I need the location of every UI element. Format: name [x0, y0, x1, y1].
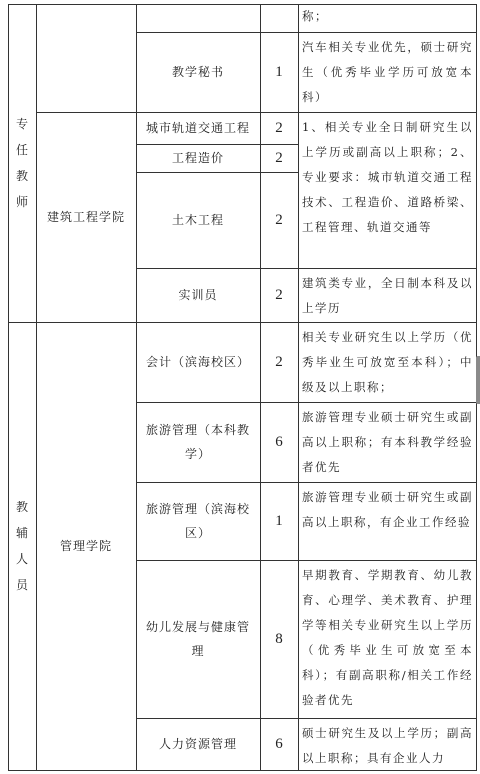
requirement-text: 相关专业研究生以上学历（优秀毕业生可放宽至本科）；中级及以上职称； — [302, 330, 473, 394]
position-count: 2 — [275, 212, 283, 228]
position-cell — [136, 322, 260, 402]
position-name: 土木工程 — [171, 213, 224, 227]
position-count: 6 — [275, 434, 283, 450]
position-cell — [136, 560, 260, 718]
requirement-text: 称； — [302, 9, 328, 23]
grid-line — [136, 4, 137, 770]
group-jiaofu — [8, 322, 36, 770]
requirement-cell — [298, 32, 476, 112]
requirement-text: 早期教育、学期教育、幼儿教育、心理学、美术教育、护理学等相关专业研究生以上学历（优秀毕业生可放宽至本科）；有副高职称/相关工作经验者优先 — [302, 568, 473, 707]
position-name: 实训员 — [178, 288, 218, 302]
grid-line — [136, 402, 477, 403]
college-guanli — [36, 322, 136, 770]
requirement-text: 旅游管理专业硕士研究生或副高以上职称；有本科教学经验者优先 — [302, 410, 473, 474]
grid-line — [136, 560, 477, 561]
count-cell — [260, 144, 298, 172]
count-cell — [260, 32, 298, 112]
side-scroll-tab[interactable] — [476, 356, 480, 404]
position-name: 城市轨道交通工程 — [145, 121, 250, 135]
grid-line — [8, 770, 477, 771]
college-jianzhu-text: 建筑工程学院 — [46, 210, 125, 224]
position-count: 2 — [275, 150, 283, 166]
requirement-cell — [298, 402, 476, 482]
position-count: 2 — [275, 287, 283, 303]
position-cell — [136, 482, 260, 560]
position-count: 1 — [275, 64, 283, 80]
grid-line — [36, 4, 37, 770]
requirement-text: 建筑类专业，全日制本科及以上学历 — [302, 276, 473, 315]
grid-line — [36, 112, 477, 113]
position-cell — [136, 112, 260, 144]
position-name: 旅游管理（滨海校区） — [145, 502, 250, 540]
position-name: 人力资源管理 — [158, 737, 237, 751]
requirement-cell — [298, 268, 476, 322]
count-cell — [260, 4, 298, 32]
position-count: 2 — [275, 354, 283, 370]
requirement-text: 旅游管理专业硕士研究生或副高以上职称，有企业工作经验 — [302, 490, 473, 529]
college-guanli-text: 管理学院 — [59, 539, 112, 553]
requirement-cell-jianzhu — [298, 112, 476, 268]
grid-line — [298, 4, 299, 770]
count-cell — [260, 112, 298, 144]
position-name: 会计（滨海校区） — [145, 355, 250, 369]
count-cell — [260, 482, 298, 560]
position-count: 1 — [275, 513, 283, 529]
requirement-cell — [298, 482, 476, 560]
grid-line — [8, 4, 477, 5]
position-name: 教学秘书 — [171, 65, 224, 79]
position-count: 8 — [275, 631, 283, 647]
requirement-text: 汽车相关专业优先，硕士研究生（优秀毕业学历可放宽本科） — [302, 40, 473, 104]
position-count: 2 — [275, 120, 283, 136]
group-zhuanren — [8, 4, 36, 322]
count-cell — [260, 322, 298, 402]
college-jianzhu — [36, 112, 136, 322]
grid-line — [260, 4, 261, 770]
requirement-text: 硕士研究生及以上学历；副高以上职称；具有企业人力 — [302, 726, 473, 765]
position-name: 幼儿发展与健康管理 — [145, 620, 250, 658]
grid-line — [136, 718, 477, 719]
grid-line — [136, 172, 298, 173]
requirement-text: 1、相关专业全日制研究生以上学历或副高以上职称；2、专业要求：城市轨道交通工程技术、工程造价、道路桥梁、工程管理、轨道交通等 — [302, 120, 473, 234]
grid-line — [136, 32, 477, 33]
group-zhuanren-text: 专 任 教 师 — [15, 117, 28, 209]
grid-line — [136, 144, 298, 145]
position-name: 工程造价 — [171, 151, 224, 165]
position-cell — [136, 4, 260, 32]
position-cell — [136, 172, 260, 268]
position-cell — [136, 402, 260, 482]
requirement-cell — [298, 4, 476, 32]
grid-line — [136, 482, 477, 483]
grid-line — [8, 322, 477, 323]
count-cell — [260, 560, 298, 718]
position-count: 6 — [275, 736, 283, 752]
grid-line — [136, 268, 477, 269]
requirement-cell — [298, 322, 476, 402]
position-cell — [136, 718, 260, 770]
position-cell — [136, 32, 260, 112]
grid-line — [8, 4, 9, 770]
count-cell — [260, 172, 298, 268]
position-cell — [136, 268, 260, 322]
count-cell — [260, 402, 298, 482]
position-name: 旅游管理（本科教学） — [145, 423, 250, 461]
requirement-cell — [298, 560, 476, 718]
count-cell — [260, 268, 298, 322]
count-cell — [260, 718, 298, 770]
group-jiaofu-text: 教 辅 人 员 — [15, 500, 28, 592]
requirement-cell — [298, 718, 476, 770]
position-cell — [136, 144, 260, 172]
